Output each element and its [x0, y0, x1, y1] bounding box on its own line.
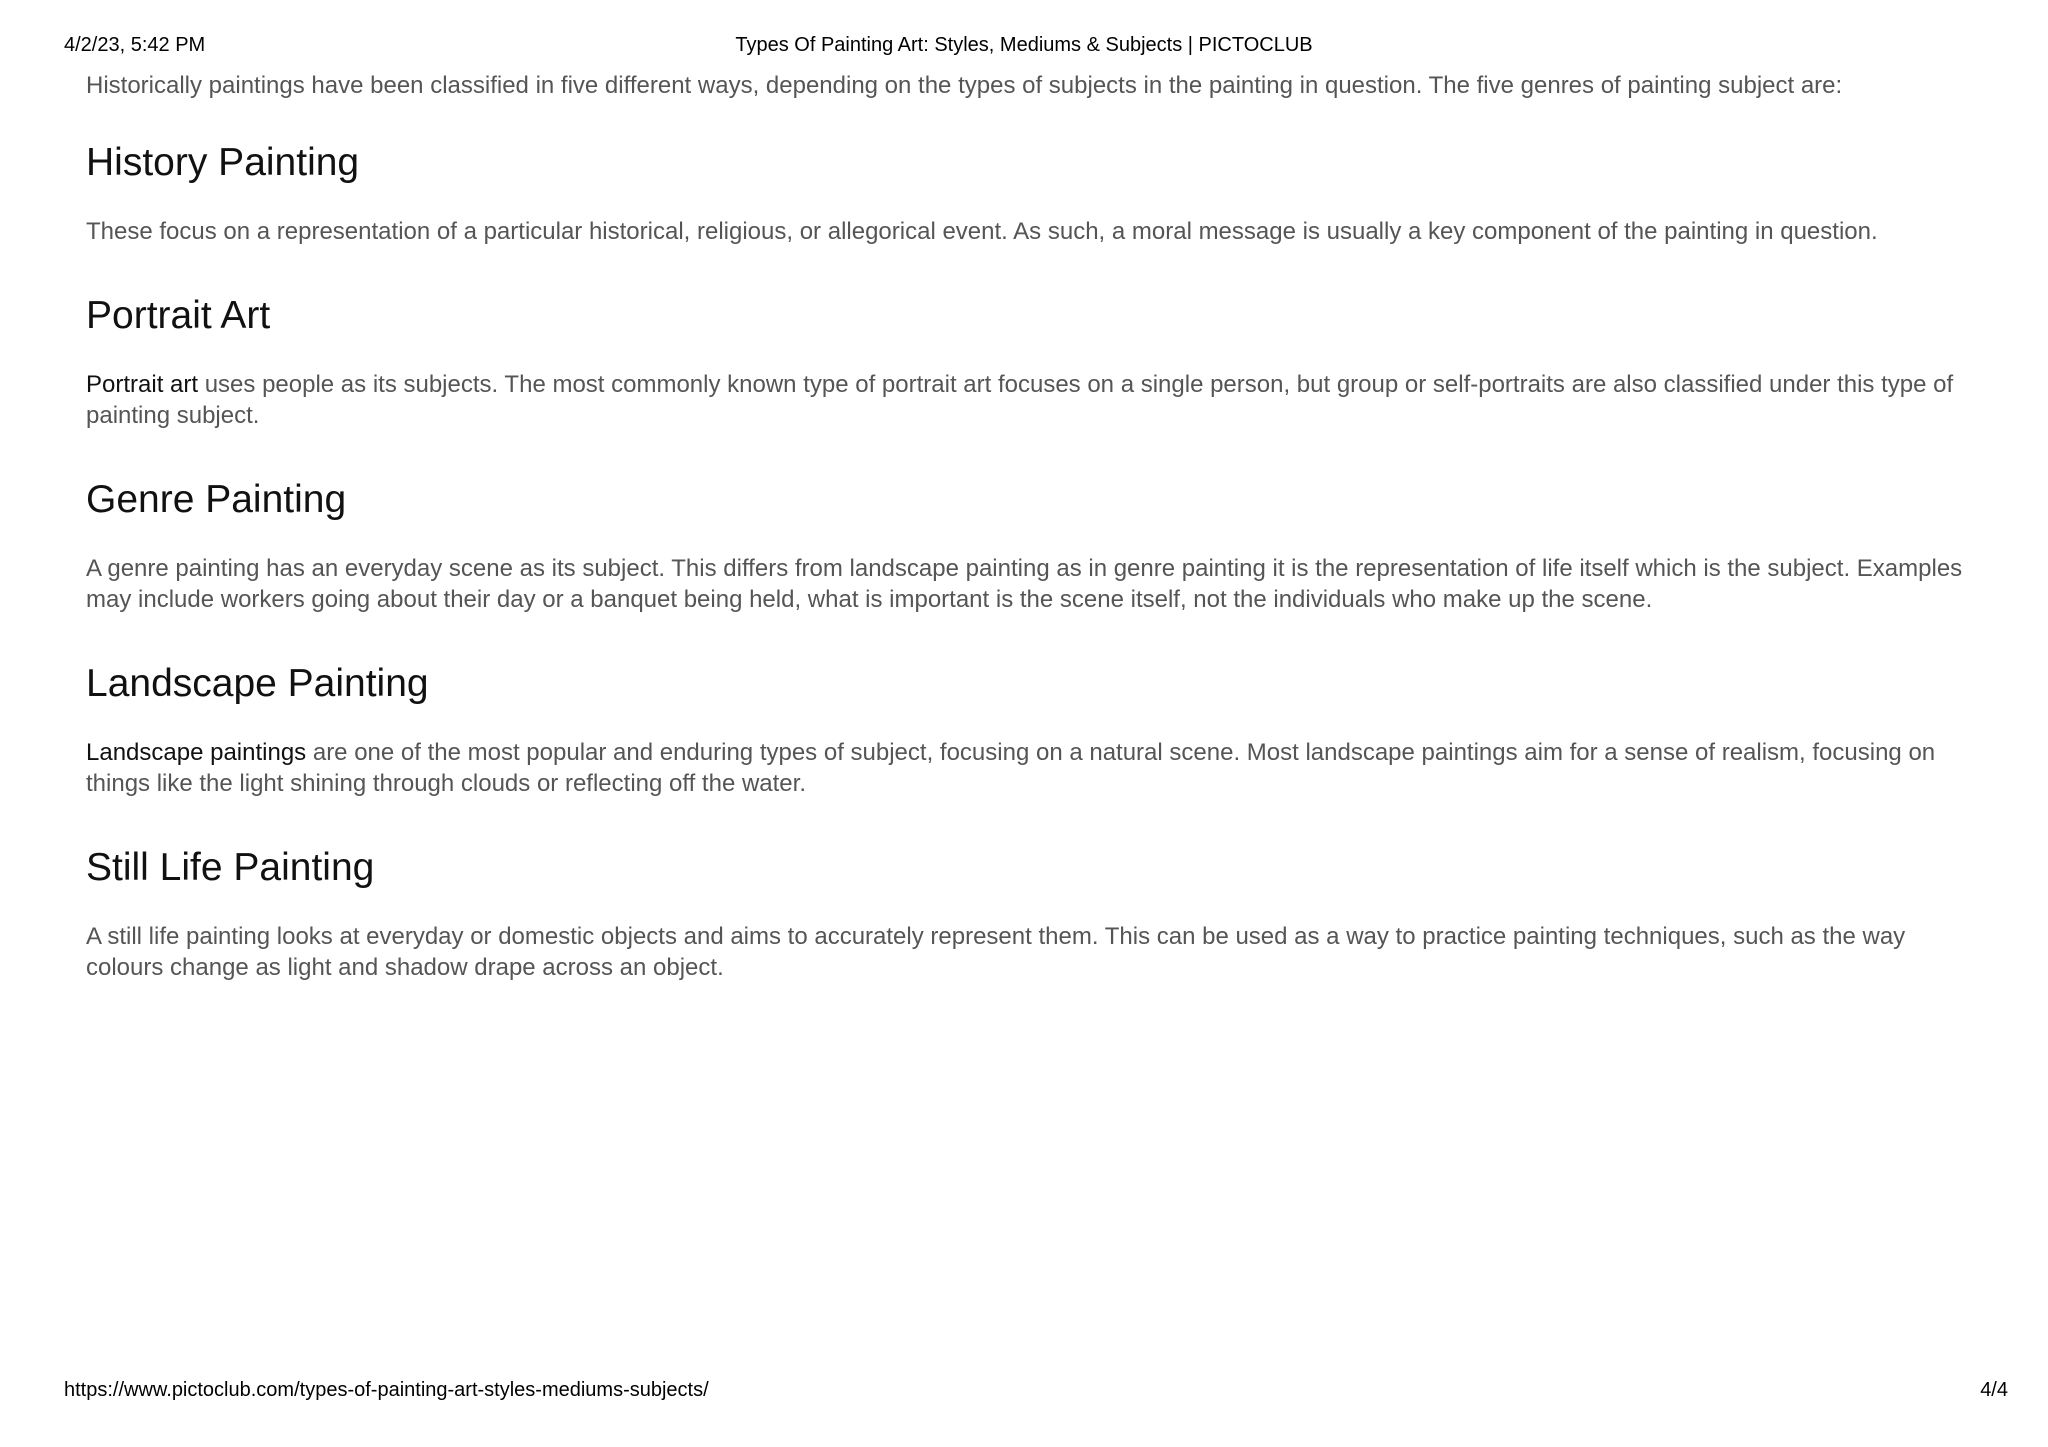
page-number: 4/4: [1980, 1379, 2008, 1401]
print-datetime: 4/2/23, 5:42 PM: [64, 34, 206, 56]
article-content: [86, 70, 1966, 1029]
section-body-text: are one of the most popular and enduring types of subject, focusing on a natural scene. Most landscape paintings aim for a sense of realism, focusing on things like the light shining through clouds or reflecting off the water.: [86, 739, 1936, 797]
section-body: [86, 553, 1966, 615]
section-genre-painting: [86, 477, 1966, 615]
section-body-text: A genre painting has an everyday scene as its subject. This differs from landscape painting as in genre painting it is the representation of life itself which is the subject. Examples may include workers going about their day or a banquet being held, what is important is the scene itself, not the individuals who make up the scene.: [86, 555, 1963, 613]
landscape-paintings-link[interactable]: Landscape paintings: [86, 739, 307, 766]
section-body-text: A still life painting looks at everyday or domestic objects and aims to accurately represent them. This can be used as a way to practice painting techniques, such as the way colours change as light and shadow drape across an object.: [86, 923, 1906, 981]
section-heading: Genre Painting: [86, 478, 347, 521]
section-heading: Landscape Painting: [86, 662, 429, 705]
section-heading: Portrait Art: [86, 294, 271, 337]
print-footer: [64, 1379, 2008, 1407]
section-heading: History Painting: [86, 141, 360, 184]
section-body: [86, 369, 1966, 431]
section-body-text: uses people as its subjects. The most commonly known type of portrait art focuses on a single person, but group or self-portraits are also classified under this type of painting subject.: [86, 371, 1954, 429]
intro-paragraph: Historically paintings have been classified in five different ways, depending on the types of subjects in the painting in question. The five genres of painting subject are:: [86, 72, 1843, 99]
print-page-title: Types Of Painting Art: Styles, Mediums & Subjects | PICTOCLUB: [735, 34, 1313, 56]
section-heading: Still Life Painting: [86, 846, 375, 889]
section-body: [86, 737, 1966, 799]
section-still-life-painting: [86, 845, 1966, 983]
print-header: [64, 34, 1984, 62]
section-body-text: These focus on a representation of a particular historical, religious, or allegorical event. As such, a moral message is usually a key component of the painting in question.: [86, 218, 1878, 245]
print-url: https://www.pictoclub.com/types-of-painting-art-styles-mediums-subjects/: [64, 1379, 709, 1401]
section-portrait-art: [86, 293, 1966, 431]
portrait-art-link[interactable]: Portrait art: [86, 371, 199, 398]
section-body: [86, 216, 1966, 247]
section-landscape-painting: [86, 661, 1966, 799]
section-body: [86, 921, 1966, 983]
section-history-painting: [86, 140, 1966, 247]
